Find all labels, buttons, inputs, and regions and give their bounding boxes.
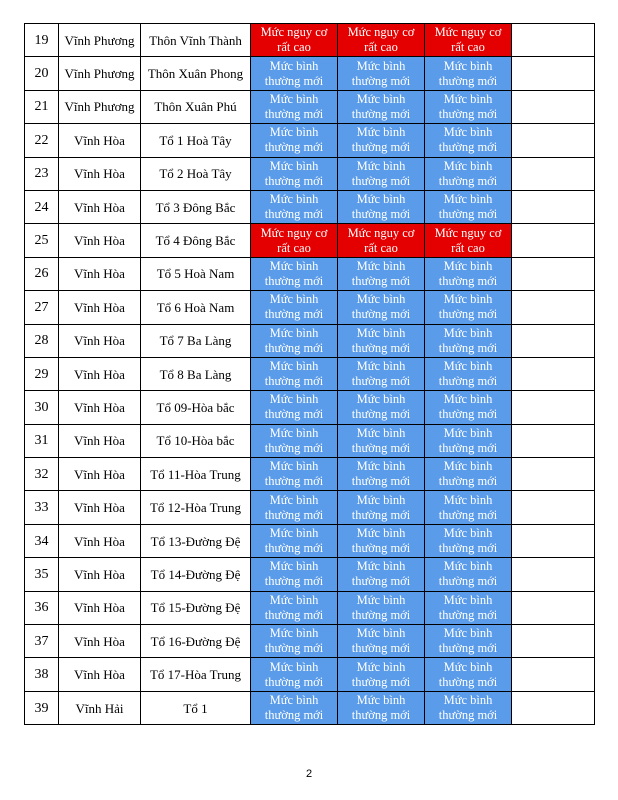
level-label: Mức bình thường mới <box>264 292 324 322</box>
level-label: Mức bình thường mới <box>351 693 411 722</box>
table-row <box>25 591 595 624</box>
empty-cell <box>512 591 595 624</box>
new-normal-cell <box>251 591 338 624</box>
level-label: Mức bình thường mới <box>351 425 411 455</box>
hamlet-cell: Thôn Xuân Phú <box>141 90 251 123</box>
row-number-cell: 21 <box>25 90 59 123</box>
row-number-cell: 22 <box>25 124 59 157</box>
level-label: Mức bình thường mới <box>264 425 324 455</box>
row-number-cell: 37 <box>25 625 59 658</box>
level-label: Mức bình thường mới <box>351 459 411 489</box>
new-normal-cell <box>425 257 512 290</box>
new-normal-cell <box>338 458 425 491</box>
level-label: Mức bình thường mới <box>264 158 324 188</box>
table-row <box>25 124 595 157</box>
commune-cell: Vĩnh Hòa <box>59 257 141 290</box>
level-label: Mức nguy cơ rất cao <box>260 225 328 255</box>
new-normal-cell <box>251 658 338 691</box>
empty-cell <box>512 324 595 357</box>
level-label: Mức bình thường mới <box>264 192 324 222</box>
hamlet-cell: Tổ 14-Đường Đệ <box>141 558 251 591</box>
new-normal-cell <box>425 524 512 557</box>
commune-cell: Vĩnh Hòa <box>59 391 141 424</box>
level-label: Mức nguy cơ rất cao <box>434 225 502 255</box>
new-normal-cell <box>251 524 338 557</box>
table-row <box>25 357 595 390</box>
table-row <box>25 291 595 324</box>
hamlet-cell: Tổ 17-Hòa Trung <box>141 658 251 691</box>
hamlet-cell: Tổ 1 Hoà Tây <box>141 124 251 157</box>
row-number-cell: 25 <box>25 224 59 257</box>
level-label: Mức bình thường mới <box>351 659 411 689</box>
new-normal-cell <box>251 625 338 658</box>
new-normal-cell <box>425 190 512 223</box>
level-label: Mức bình thường mới <box>351 91 411 121</box>
row-number-cell: 19 <box>25 24 59 57</box>
level-label: Mức bình thường mới <box>351 258 411 288</box>
new-normal-cell <box>338 124 425 157</box>
level-label: Mức bình thường mới <box>438 359 498 389</box>
row-number-cell: 30 <box>25 391 59 424</box>
table-row <box>25 424 595 457</box>
level-label: Mức bình thường mới <box>264 693 324 722</box>
new-normal-cell <box>338 90 425 123</box>
new-normal-cell <box>425 324 512 357</box>
new-normal-cell <box>251 291 338 324</box>
hamlet-cell: Tổ 3 Đông Bắc <box>141 190 251 223</box>
level-label: Mức bình thường mới <box>264 125 324 155</box>
level-label: Mức bình thường mới <box>264 526 324 556</box>
new-normal-cell <box>251 357 338 390</box>
new-normal-cell <box>425 291 512 324</box>
new-normal-cell <box>251 90 338 123</box>
new-normal-cell <box>425 391 512 424</box>
empty-cell <box>512 691 595 724</box>
row-number-cell: 31 <box>25 424 59 457</box>
empty-cell <box>512 357 595 390</box>
new-normal-cell <box>251 124 338 157</box>
commune-cell: Vĩnh Hòa <box>59 424 141 457</box>
empty-cell <box>512 524 595 557</box>
commune-cell: Vĩnh Hòa <box>59 591 141 624</box>
commune-cell: Vĩnh Hòa <box>59 157 141 190</box>
level-label: Mức bình thường mới <box>438 192 498 222</box>
level-label: Mức bình thường mới <box>438 325 498 355</box>
new-normal-cell <box>338 291 425 324</box>
level-label: Mức bình thường mới <box>351 58 411 88</box>
very-high-risk-cell <box>338 24 425 57</box>
hamlet-cell: Tổ 11-Hòa Trung <box>141 458 251 491</box>
new-normal-cell <box>338 424 425 457</box>
table-row <box>25 224 595 257</box>
empty-cell <box>512 424 595 457</box>
level-label: Mức bình thường mới <box>264 459 324 489</box>
commune-cell: Vĩnh Hải <box>59 691 141 724</box>
new-normal-cell <box>338 491 425 524</box>
commune-cell: Vĩnh Hòa <box>59 658 141 691</box>
new-normal-cell <box>251 190 338 223</box>
new-normal-cell <box>425 691 512 724</box>
hamlet-cell: Tổ 16-Đường Đệ <box>141 625 251 658</box>
row-number-cell: 32 <box>25 458 59 491</box>
new-normal-cell <box>425 157 512 190</box>
very-high-risk-cell <box>251 24 338 57</box>
row-number-cell: 39 <box>25 691 59 724</box>
new-normal-cell <box>425 90 512 123</box>
new-normal-cell <box>251 57 338 90</box>
table-row <box>25 391 595 424</box>
level-label: Mức bình thường mới <box>264 58 324 88</box>
hamlet-cell: Tổ 2 Hoà Tây <box>141 157 251 190</box>
new-normal-cell <box>338 658 425 691</box>
table-row <box>25 458 595 491</box>
commune-cell: Vĩnh Hòa <box>59 291 141 324</box>
very-high-risk-cell <box>425 24 512 57</box>
level-label: Mức bình thường mới <box>438 526 498 556</box>
page-number: 2 <box>305 768 313 780</box>
level-label: Mức bình thường mới <box>351 192 411 222</box>
empty-cell <box>512 224 595 257</box>
new-normal-cell <box>338 257 425 290</box>
new-normal-cell <box>338 591 425 624</box>
empty-cell <box>512 24 595 57</box>
level-label: Mức bình thường mới <box>351 626 411 656</box>
very-high-risk-cell <box>425 224 512 257</box>
new-normal-cell <box>338 190 425 223</box>
hamlet-cell: Tổ 15-Đường Đệ <box>141 591 251 624</box>
new-normal-cell <box>338 157 425 190</box>
commune-cell: Vĩnh Hòa <box>59 224 141 257</box>
commune-cell: Vĩnh Hòa <box>59 190 141 223</box>
new-normal-cell <box>338 357 425 390</box>
level-label: Mức bình thường mới <box>351 492 411 522</box>
empty-cell <box>512 157 595 190</box>
new-normal-cell <box>251 257 338 290</box>
hamlet-cell: Thôn Vĩnh Thành <box>141 24 251 57</box>
hamlet-cell: Tổ 13-Đường Đệ <box>141 524 251 557</box>
new-normal-cell <box>338 391 425 424</box>
level-label: Mức bình thường mới <box>351 125 411 155</box>
level-label: Mức bình thường mới <box>438 459 498 489</box>
new-normal-cell <box>425 57 512 90</box>
level-label: Mức nguy cơ rất cao <box>434 25 502 55</box>
hamlet-cell: Tổ 1 <box>141 691 251 724</box>
row-number-cell: 29 <box>25 357 59 390</box>
level-label: Mức bình thường mới <box>438 492 498 522</box>
new-normal-cell <box>338 558 425 591</box>
table-row <box>25 491 595 524</box>
level-label: Mức bình thường mới <box>264 91 324 121</box>
level-label: Mức bình thường mới <box>438 392 498 422</box>
commune-cell: Vĩnh Phương <box>59 24 141 57</box>
row-number-cell: 24 <box>25 190 59 223</box>
table-row <box>25 524 595 557</box>
new-normal-cell <box>251 558 338 591</box>
risk-level-table <box>24 23 595 725</box>
level-label: Mức bình thường mới <box>438 659 498 689</box>
new-normal-cell <box>425 625 512 658</box>
table-row <box>25 157 595 190</box>
table-row <box>25 90 595 123</box>
new-normal-cell <box>425 658 512 691</box>
table-row <box>25 625 595 658</box>
row-number-cell: 27 <box>25 291 59 324</box>
hamlet-cell: Thôn Xuân Phong <box>141 57 251 90</box>
empty-cell <box>512 458 595 491</box>
commune-cell: Vĩnh Hòa <box>59 324 141 357</box>
table-row <box>25 324 595 357</box>
hamlet-cell: Tổ 09-Hòa bắc <box>141 391 251 424</box>
table-row <box>25 691 595 724</box>
new-normal-cell <box>251 157 338 190</box>
level-label: Mức bình thường mới <box>264 592 324 622</box>
empty-cell <box>512 291 595 324</box>
commune-cell: Vĩnh Hòa <box>59 625 141 658</box>
empty-cell <box>512 391 595 424</box>
commune-cell: Vĩnh Hòa <box>59 458 141 491</box>
empty-cell <box>512 625 595 658</box>
row-number-cell: 26 <box>25 257 59 290</box>
new-normal-cell <box>425 357 512 390</box>
level-label: Mức bình thường mới <box>351 592 411 622</box>
level-label: Mức bình thường mới <box>351 392 411 422</box>
table-row <box>25 57 595 90</box>
level-label: Mức bình thường mới <box>351 325 411 355</box>
level-label: Mức nguy cơ rất cao <box>347 225 415 255</box>
table-body <box>25 24 595 725</box>
level-label: Mức bình thường mới <box>438 91 498 121</box>
new-normal-cell <box>251 491 338 524</box>
row-number-cell: 33 <box>25 491 59 524</box>
hamlet-cell: Tổ 6 Hoà Nam <box>141 291 251 324</box>
hamlet-cell: Tổ 12-Hòa Trung <box>141 491 251 524</box>
level-label: Mức bình thường mới <box>264 258 324 288</box>
level-label: Mức bình thường mới <box>264 559 324 589</box>
level-label: Mức bình thường mới <box>264 359 324 389</box>
new-normal-cell <box>251 324 338 357</box>
row-number-cell: 35 <box>25 558 59 591</box>
commune-cell: Vĩnh Phương <box>59 57 141 90</box>
new-normal-cell <box>251 691 338 724</box>
new-normal-cell <box>425 558 512 591</box>
level-label: Mức bình thường mới <box>264 626 324 656</box>
row-number-cell: 34 <box>25 524 59 557</box>
empty-cell <box>512 257 595 290</box>
empty-cell <box>512 190 595 223</box>
commune-cell: Vĩnh Hòa <box>59 124 141 157</box>
level-label: Mức bình thường mới <box>438 125 498 155</box>
new-normal-cell <box>251 424 338 457</box>
hamlet-cell: Tổ 10-Hòa bắc <box>141 424 251 457</box>
commune-cell: Vĩnh Hòa <box>59 558 141 591</box>
new-normal-cell <box>425 424 512 457</box>
new-normal-cell <box>338 625 425 658</box>
level-label: Mức nguy cơ rất cao <box>347 25 415 55</box>
commune-cell: Vĩnh Hòa <box>59 357 141 390</box>
row-number-cell: 23 <box>25 157 59 190</box>
level-label: Mức bình thường mới <box>264 392 324 422</box>
empty-cell <box>512 658 595 691</box>
level-label: Mức bình thường mới <box>438 559 498 589</box>
empty-cell <box>512 57 595 90</box>
level-label: Mức bình thường mới <box>351 292 411 322</box>
row-number-cell: 20 <box>25 57 59 90</box>
new-normal-cell <box>425 458 512 491</box>
level-label: Mức nguy cơ rất cao <box>260 25 328 55</box>
level-label: Mức bình thường mới <box>438 158 498 188</box>
hamlet-cell: Tổ 8 Ba Làng <box>141 357 251 390</box>
hamlet-cell: Tổ 5 Hoà Nam <box>141 257 251 290</box>
new-normal-cell <box>338 57 425 90</box>
row-number-cell: 36 <box>25 591 59 624</box>
new-normal-cell <box>338 524 425 557</box>
level-label: Mức bình thường mới <box>264 659 324 689</box>
new-normal-cell <box>425 591 512 624</box>
row-number-cell: 38 <box>25 658 59 691</box>
level-label: Mức bình thường mới <box>438 693 498 722</box>
level-label: Mức bình thường mới <box>351 158 411 188</box>
commune-cell: Vĩnh Hòa <box>59 491 141 524</box>
level-label: Mức bình thường mới <box>438 592 498 622</box>
row-number-cell: 28 <box>25 324 59 357</box>
level-label: Mức bình thường mới <box>351 526 411 556</box>
new-normal-cell <box>251 391 338 424</box>
table-row <box>25 190 595 223</box>
empty-cell <box>512 124 595 157</box>
new-normal-cell <box>425 124 512 157</box>
very-high-risk-cell <box>251 224 338 257</box>
level-label: Mức bình thường mới <box>438 626 498 656</box>
level-label: Mức bình thường mới <box>264 492 324 522</box>
new-normal-cell <box>338 324 425 357</box>
commune-cell: Vĩnh Hòa <box>59 524 141 557</box>
commune-cell: Vĩnh Phương <box>59 90 141 123</box>
empty-cell <box>512 491 595 524</box>
level-label: Mức bình thường mới <box>438 425 498 455</box>
very-high-risk-cell <box>338 224 425 257</box>
table-row <box>25 558 595 591</box>
level-label: Mức bình thường mới <box>438 292 498 322</box>
new-normal-cell <box>425 491 512 524</box>
level-label: Mức bình thường mới <box>351 559 411 589</box>
level-label: Mức bình thường mới <box>264 325 324 355</box>
empty-cell <box>512 90 595 123</box>
level-label: Mức bình thường mới <box>351 359 411 389</box>
level-label: Mức bình thường mới <box>438 58 498 88</box>
level-label: Mức bình thường mới <box>438 258 498 288</box>
hamlet-cell: Tổ 7 Ba Làng <box>141 324 251 357</box>
new-normal-cell <box>251 458 338 491</box>
new-normal-cell <box>338 691 425 724</box>
table-row <box>25 257 595 290</box>
empty-cell <box>512 558 595 591</box>
table-row <box>25 24 595 57</box>
hamlet-cell: Tổ 4 Đông Bắc <box>141 224 251 257</box>
table-row <box>25 658 595 691</box>
